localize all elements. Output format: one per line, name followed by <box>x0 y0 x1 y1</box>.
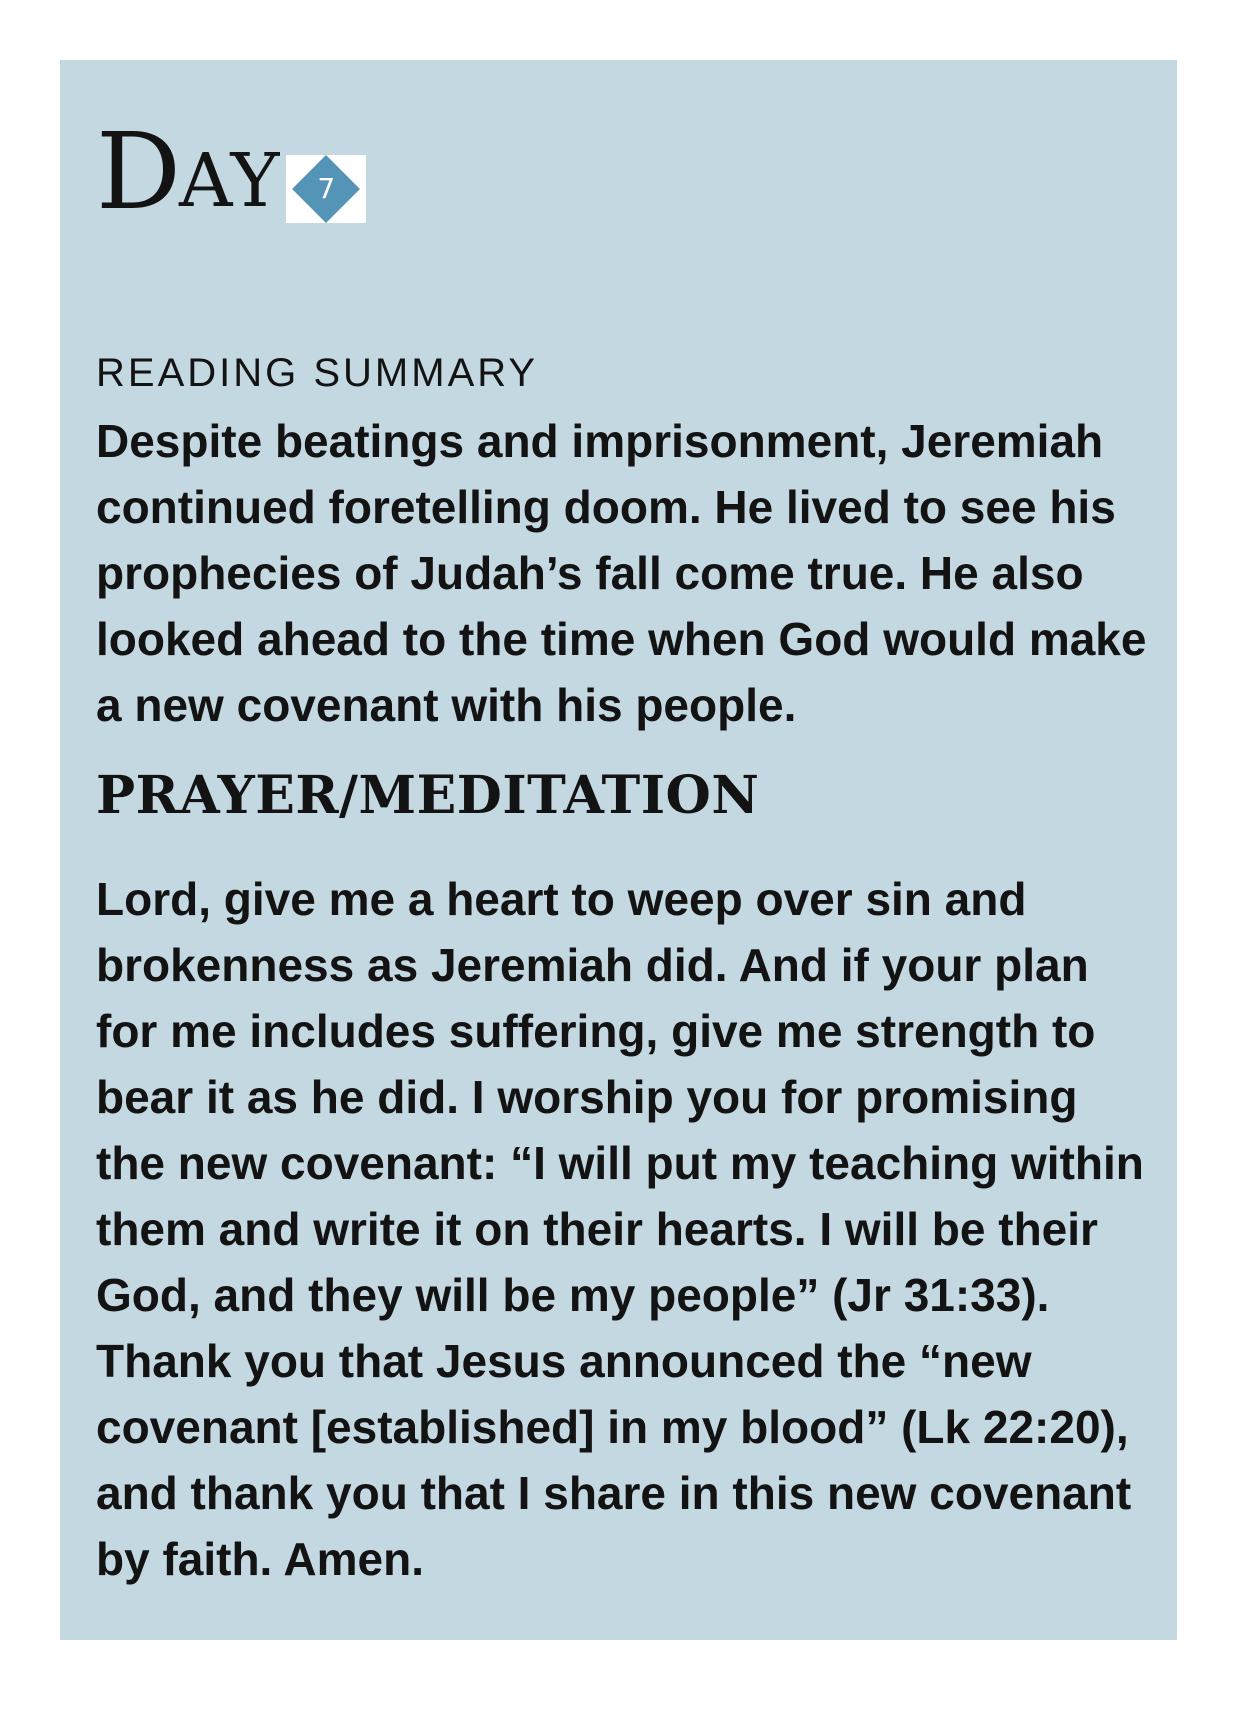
devotional-card <box>60 60 1177 1640</box>
day-heading-rest: AY <box>179 138 281 224</box>
day-number: 7 <box>317 172 336 205</box>
day-heading <box>96 110 366 233</box>
prayer-meditation-text: Lord, give me a heart to weep over sin and brokenness as Jeremiah did. And if your plan for me includes suffering, give me strength to bear it as he did. I worship you for promising the new covenant: “I will put my teaching within them and write it on their hearts. I will be their God, and they will be my people” (Jr 31:33). Thank you that Jesus announced the “new covenant [established] in my blood” (Lk 22:20), and thank you that I share in this new covenant by faith. Amen. <box>96 873 1144 1585</box>
prayer-meditation-label: PRAYER/MEDITATION <box>96 765 760 826</box>
day-number-badge <box>286 155 366 223</box>
day-heading-initial: D <box>96 110 179 233</box>
reading-summary-label: READING SUMMARY <box>96 351 539 395</box>
reading-summary-text: Despite beatings and imprisonment, Jeremiah continued foretelling doom. He lived to see his prophecies of Judah’s fall come true. He also looked ahead to the time when God would make a new covenant with his people. <box>96 415 1147 731</box>
